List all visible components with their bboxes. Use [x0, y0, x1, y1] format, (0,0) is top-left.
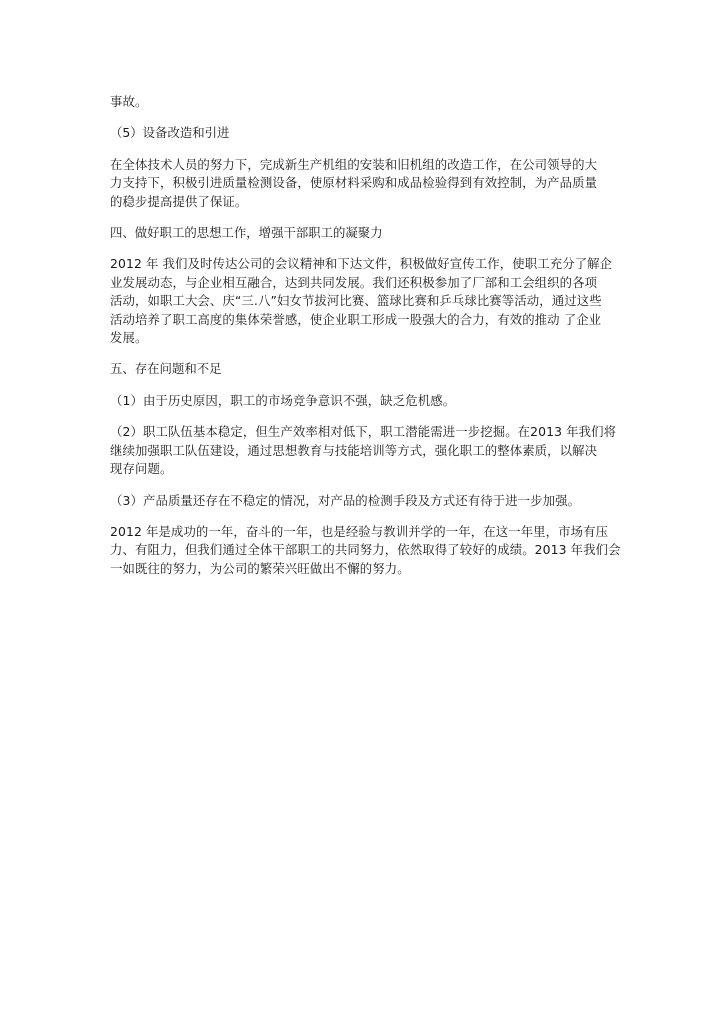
text-line: （2）职工队伍基本稳定，但生产效率相对低下，职工潜能需进一步挖掘。在2013 年我们将: [110, 424, 617, 440]
text-line: 2012 年是成功的一年，奋斗的一年，也是经验与教训并学的一年，在这一年里，市场有压: [110, 523, 609, 539]
paragraph-conclusion: [110, 523, 621, 578]
text-line: 活动，如职工大会、庆“三.八”妇女节拔河比赛、篮球比赛和乒乓球比赛等活动，通过这些: [110, 293, 602, 309]
heading-section-four: [110, 224, 617, 242]
text-line: 在全体技术人员的努力下，完成新生产机组的安装和旧机组的改造工作，在公司领导的大: [110, 156, 598, 172]
text-line: 事故。: [110, 94, 148, 109]
text-line: 的稳步提高提供了保证。: [110, 193, 248, 209]
paragraph-accident-end: [110, 93, 617, 111]
paragraph-issue-3: [110, 492, 617, 510]
text-line: 现存问题。: [110, 461, 173, 477]
text-line: （5）设备改造和引进: [110, 125, 230, 141]
text-line: 力支持下，积极引进质量检测设备，使原材料采购和成品检验得到有效控制，为产品质量: [110, 175, 598, 191]
paragraph-issue-1: [110, 392, 617, 410]
text-line: （1）由于历史原因，职工的市场竞争意识不强，缺乏危机感。: [110, 392, 456, 408]
heading-equipment-upgrade: [110, 124, 617, 142]
text-line: 业发展动态，与企业相互融合，达到共同发展。我们还积极参加了厂部和工会组织的各项: [110, 274, 598, 290]
text-line: 活动培养了职工高度的集体荣誉感，使企业职工形成一股强大的合力，有效的推动 了企业: [110, 311, 602, 327]
paragraph-issue-2: [110, 423, 617, 478]
heading-section-five: [110, 360, 617, 378]
text-line: 2012 年 我们及时传达公司的会议精神和下达文件，积极做好宣传工作，使职工充分了解企: [110, 256, 613, 272]
text-line: 五、存在问题和不足: [110, 361, 222, 377]
paragraph-equipment: [110, 156, 617, 211]
text-line: 四、做好职工的思想工作，增强干部职工的凝聚力: [110, 225, 383, 241]
text-line: 继续加强职工队伍建设，通过思想教育与技能培训等方式，强化职工的整体素质，以解决: [110, 442, 598, 458]
text-line: （3）产品质量还存在不稳定的情况，对产品的检测手段及方式还有待于进一步加强。: [110, 492, 581, 508]
text-line: 发展。: [110, 330, 148, 346]
text-line: 力、有阻力，但我们通过全体干部职工的共同努力，依然取得了较好的成绩。2013 年我们会: [110, 542, 621, 558]
paragraph-staff-work: [110, 255, 617, 347]
text-line: 一如既往的努力，为公司的繁荣兴旺做出不懈的努力。: [110, 560, 410, 576]
document-page: [110, 93, 621, 591]
